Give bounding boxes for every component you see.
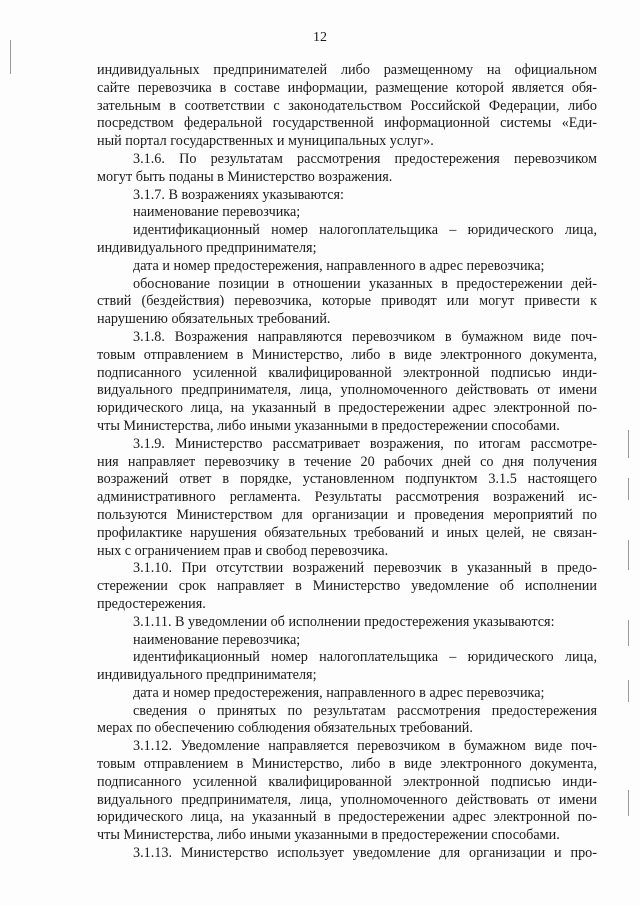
scan-mark-right-5 bbox=[628, 680, 629, 702]
text-line: дата и номер предостережения, направленного в адрес перевозчика; bbox=[133, 684, 545, 701]
text-line: юридического лица, на указанный в предостережении адрес электронной по- bbox=[97, 809, 597, 826]
text-line: 3.1.7. В возражениях указываются: bbox=[133, 186, 344, 203]
scan-mark-right-3 bbox=[628, 540, 629, 570]
text-line: 3.1.13. Министерство использует уведомление для организации и про- bbox=[133, 845, 597, 862]
text-line: сайте перевозчика в составе информации, размещение которой является обя- bbox=[97, 79, 597, 96]
text-line: дата и номер предостережения, направленного в адрес перевозчика; bbox=[133, 257, 545, 274]
text-line: видуального предпринимателя, лица, уполномоченного действовать от имени bbox=[97, 382, 597, 399]
text-line: чты Министерства, либо иными указанными в предостережении способами. bbox=[97, 827, 560, 844]
text-line: возражений ответ в порядке, установленном подпунктом 3.1.5 настоящего bbox=[97, 471, 597, 488]
text-line: ных с ограничением прав и свобод перевозчика. bbox=[97, 542, 389, 559]
text-line: обоснование позиции в отношении указанных в предостережении дей- bbox=[133, 275, 597, 292]
text-line: подписанного усиленной квалифицированной электронной подписью инди- bbox=[97, 773, 597, 790]
text-line: индивидуального предпринимателя; bbox=[97, 239, 317, 256]
text-line: мерах по обеспечению соблюдения обязательных требований. bbox=[97, 720, 473, 737]
text-line: ный портал государственных и муниципальных услуг». bbox=[97, 133, 434, 150]
page-number: 12 bbox=[313, 30, 327, 45]
scan-mark-left bbox=[10, 40, 11, 74]
text-line: товым отправлением в Министерство, либо в виде электронного документа, bbox=[97, 756, 597, 773]
text-line: ния направляет перевозчику в течение 20 рабочих дней со дня получения bbox=[97, 453, 597, 470]
text-line: идентификационный номер налогоплательщика – юридического лица, bbox=[133, 649, 597, 666]
text-line: юридического лица, на указанный в предостережении адрес электронной по- bbox=[97, 400, 597, 417]
text-line: могут быть поданы в Министерство возражения. bbox=[97, 168, 393, 185]
text-line: индивидуальных предпринимателей либо размещенному на официальном bbox=[97, 62, 597, 78]
text-line: пользуются Министерством для организации и проведения мероприятий по bbox=[97, 506, 597, 523]
text-line: административного регламента. Результаты рассмотрения возражений ис- bbox=[97, 489, 597, 506]
scan-mark-right-6 bbox=[628, 790, 629, 816]
text-line: подписанного усиленной квалифицированной электронной подписью инди- bbox=[97, 364, 597, 381]
text-line: 3.1.8. Возражения направляются перевозчиком в бумажном виде поч- bbox=[133, 328, 597, 345]
text-line: ствий (бездействия) перевозчика, которые приводят или могут привести к bbox=[97, 293, 597, 310]
text-line: индивидуального предпринимателя; bbox=[97, 667, 317, 684]
text-line: профилактике нарушения обязательных требований и иных целей, не связан- bbox=[97, 524, 597, 541]
text-line: 3.1.12. Уведомление направляется перевозчиком в бумажном виде поч- bbox=[133, 738, 597, 755]
text-line: 3.1.6. По результатам рассмотрения предостережения перевозчиком bbox=[133, 150, 597, 167]
text-line: наименование перевозчика; bbox=[133, 204, 301, 221]
text-line: 3.1.11. В уведомлении об исполнении предостережения указываются: bbox=[133, 613, 555, 630]
scan-mark-right-2 bbox=[628, 478, 629, 500]
text-line: видуального предпринимателя, лица, уполномоченного действовать от имени bbox=[97, 791, 597, 808]
text-line: посредством федеральной государственной информационной системы «Еди- bbox=[97, 115, 597, 132]
text-line: 3.1.9. Министерство рассматривает возражения, по итогам рассмотре- bbox=[133, 435, 597, 452]
document-body bbox=[97, 62, 597, 863]
text-line: предостережения. bbox=[97, 595, 206, 612]
scan-mark-right-4 bbox=[628, 620, 629, 646]
text-line: товым отправлением в Министерство, либо в виде электронного документа, bbox=[97, 346, 597, 363]
scan-mark-right-1 bbox=[628, 430, 629, 458]
text-line: 3.1.10. При отсутствии возражений перевозчик в указанный в предо- bbox=[133, 560, 597, 577]
text-line: сведения о принятых по результатам рассмотрения предостережения bbox=[133, 702, 597, 719]
text-line: нарушению обязательных требований. bbox=[97, 311, 331, 328]
text-line: чты Министерства, либо иными указанными в предостережении способами. bbox=[97, 417, 560, 434]
text-line: зательным в соответствии с законодательством Российской Федерации, либо bbox=[97, 97, 597, 114]
text-line: идентификационный номер налогоплательщика – юридического лица, bbox=[133, 222, 597, 239]
text-line: наименование перевозчика; bbox=[133, 631, 301, 648]
text-line: стережении срок направляет в Министерство уведомление об исполнении bbox=[97, 578, 597, 595]
